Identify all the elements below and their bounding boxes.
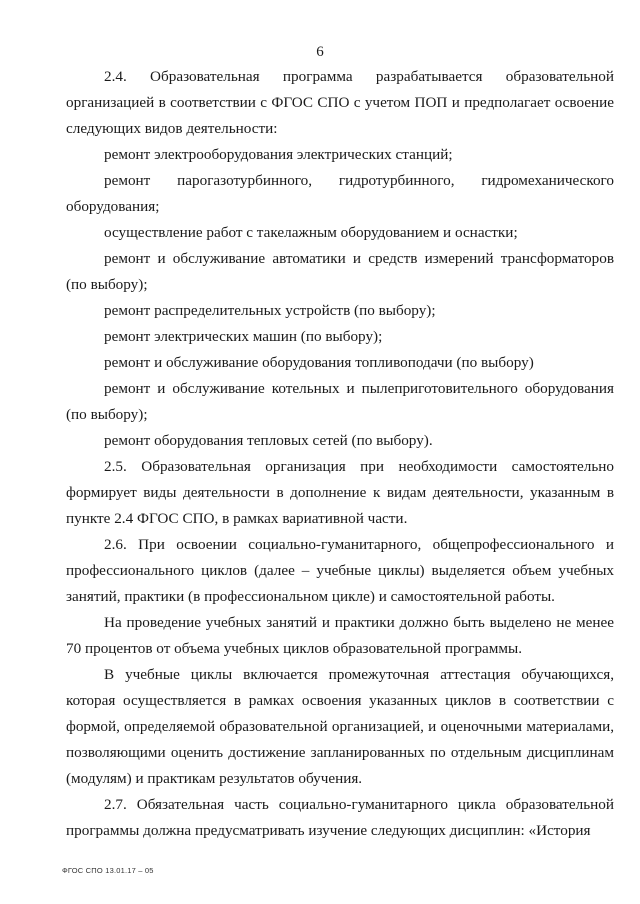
activity-item: ремонт и обслуживание котельных и пылеприготовительного оборудования (по выбору); bbox=[66, 380, 614, 423]
activity-item: ремонт электрических машин (по выбору); bbox=[104, 328, 383, 345]
paragraph-2-6: 2.6. При освоении социально-гуманитарного, общепрофессионального и профессионального циклов (далее – учебные циклы) выделяется объем учебных занятий, практики (в профессиональном цикле) и самостоятельной работы. bbox=[66, 536, 614, 605]
paragraph-practice-share: На проведение учебных занятий и практики должно быть выделено не менее 70 процентов от объема учебных циклов образовательной программы. bbox=[66, 614, 614, 657]
footer-standard-code: ФГОС СПО 13.01.17 – 05 bbox=[62, 866, 154, 875]
activity-item: ремонт и обслуживание автоматики и средств измерений трансформаторов (по выбору); bbox=[66, 250, 614, 293]
document-body bbox=[66, 64, 614, 844]
paragraph-2-4: 2.4. Образовательная программа разрабатывается образовательной организацией в соответствии с ФГОС СПО с учетом ПОП и предполагает освоение следующих видов деятельности: bbox=[66, 68, 614, 137]
paragraph-intermediate-assessment: В учебные циклы включается промежуточная аттестация обучающихся, которая осуществляется в рамках освоения указанных циклов в соответствии с формой, определяемой образовательной организацией, и оценочными материалами, позволяющими оценить достижение запланированных по отдельным дисциплинам (модулям) и практикам результатов обучения. bbox=[66, 666, 614, 787]
activity-item: ремонт электрооборудования электрических станций; bbox=[104, 146, 453, 163]
activity-item: ремонт и обслуживание оборудования топливоподачи (по выбору) bbox=[104, 354, 534, 371]
paragraph-2-7: 2.7. Обязательная часть социально-гуманитарного цикла образовательной программы должна предусматривать изучение следующих дисциплин: «История bbox=[66, 796, 614, 839]
activity-item: ремонт распределительных устройств (по выбору); bbox=[104, 302, 436, 319]
page-number: 6 bbox=[316, 44, 324, 60]
activity-item: ремонт парогазотурбинного, гидротурбинного, гидромеханического оборудования; bbox=[66, 172, 614, 215]
paragraph-2-5: 2.5. Образовательная организация при необходимости самостоятельно формирует виды деятельности в дополнение к видам деятельности, указанным в пункте 2.4 ФГОС СПО, в рамках вариативной части. bbox=[66, 458, 614, 527]
activity-item: ремонт оборудования тепловых сетей (по выбору). bbox=[104, 432, 433, 449]
activity-item: осуществление работ с такелажным оборудованием и оснастки; bbox=[104, 224, 518, 241]
